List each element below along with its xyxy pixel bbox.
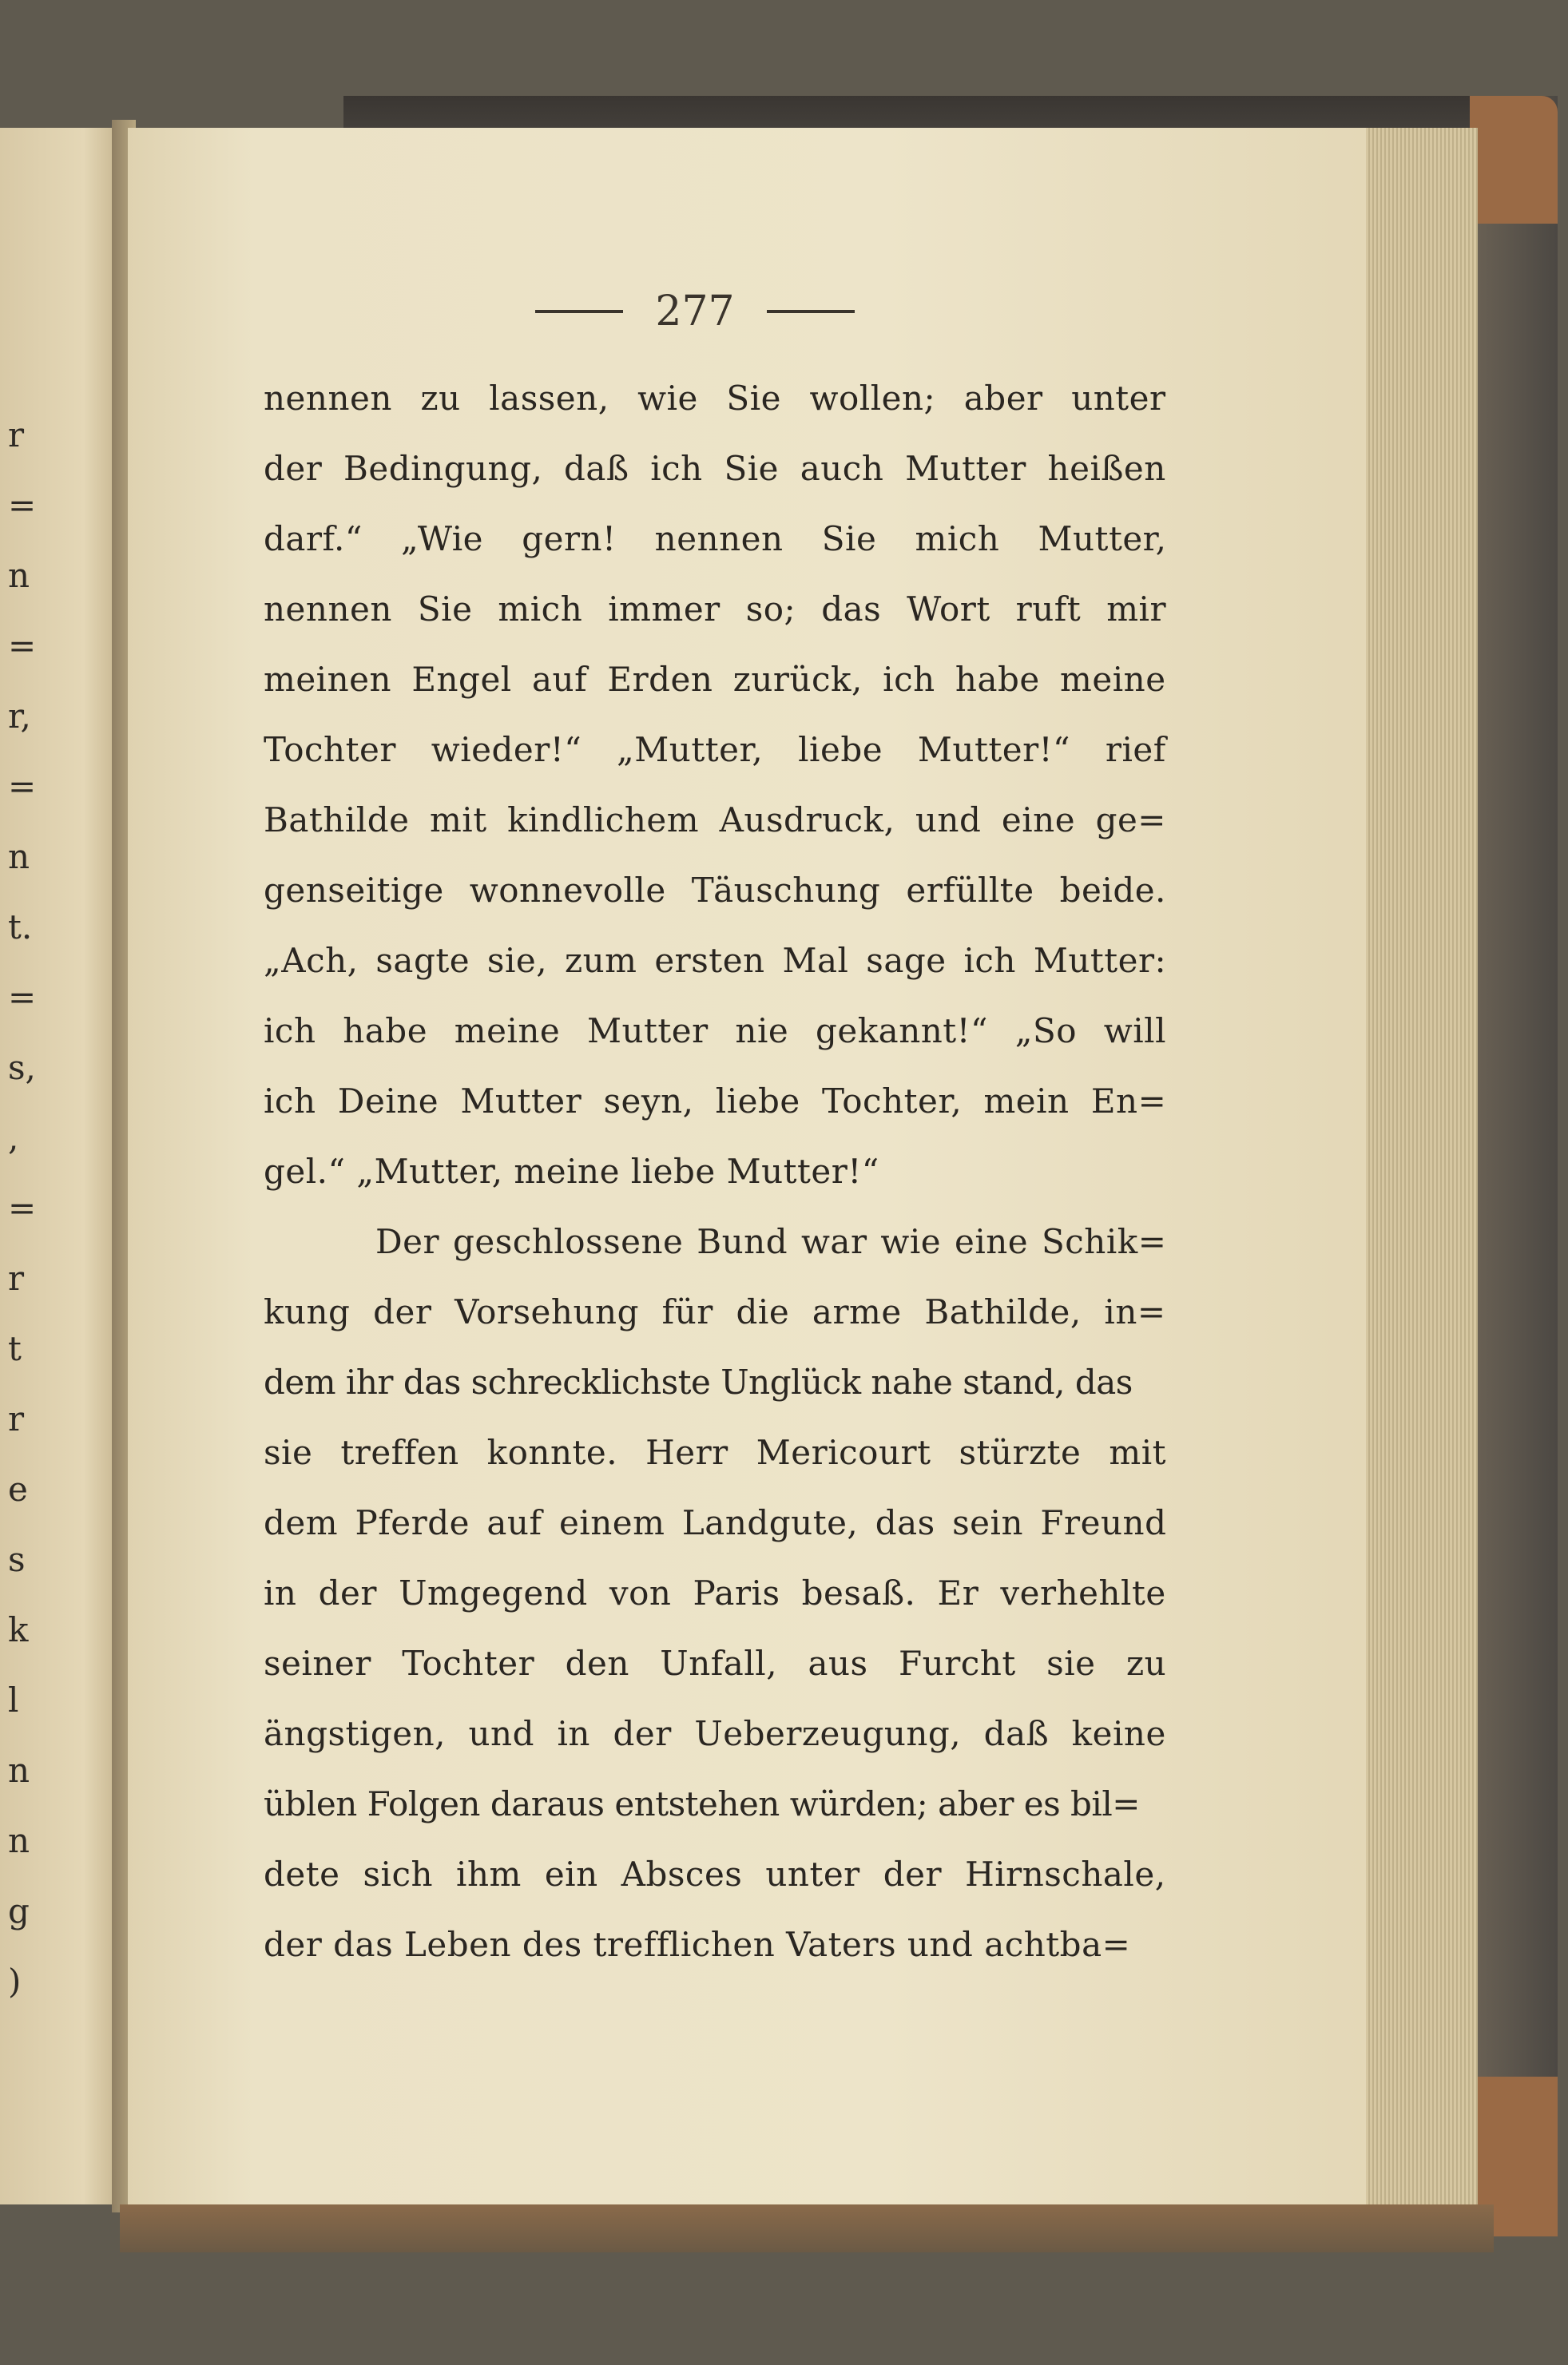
previous-page-fragment: = [8, 1188, 37, 1228]
page-text [264, 363, 1166, 1980]
text-line [264, 785, 1166, 855]
page-number: 277 [655, 288, 735, 335]
page-edges [1366, 128, 1478, 2212]
text-line-content: üblen Folgen daraus entstehen würden; aber es bil= [264, 1784, 1140, 1823]
text-line-content: der das Leben des trefflichen Vaters und achtba= [264, 1925, 1131, 1964]
text-line-content: ich Deine Mutter seyn, liebe Tochter, mein En= [264, 1081, 1167, 1121]
previous-page-fragment: t. [8, 907, 33, 946]
text-line-content: dem ihr das schrecklichste Unglück nahe stand, das [264, 1363, 1133, 1402]
previous-page-fragment: e [8, 1470, 28, 1509]
page-header [511, 284, 879, 339]
previous-page-fragment: n [8, 1821, 30, 1860]
text-line [264, 1769, 1166, 1839]
previous-page-fragment: r [8, 1399, 25, 1438]
text-line [264, 926, 1166, 996]
text-line [264, 434, 1166, 504]
previous-page-fragment: = [8, 486, 37, 525]
previous-page-fragment: n [8, 556, 30, 595]
text-line [264, 1699, 1166, 1769]
text-line-content: „Ach, sagte sie, zum ersten Mal sage ich Mutter: [264, 941, 1167, 980]
text-line-content: ich habe meine Mutter nie gekannt!“ „So will [264, 1011, 1167, 1050]
text-line [264, 1066, 1166, 1137]
previous-page-fragment: n [8, 837, 30, 876]
text-line-content: nennen Sie mich immer so; das Wort ruft mir [264, 589, 1167, 629]
book-bottom-edge [120, 2204, 1494, 2252]
text-line-content: Der geschlossene Bund war wie eine Schik= [375, 1222, 1167, 1261]
text-line [264, 996, 1166, 1066]
header-rule-right [767, 310, 855, 313]
text-line [264, 1137, 1166, 1207]
previous-page [0, 128, 120, 2204]
previous-page-fragment: s [8, 1540, 26, 1579]
text-line [264, 1558, 1166, 1629]
previous-page-fragment: r, [8, 696, 31, 736]
text-line [264, 715, 1166, 785]
text-line [264, 1910, 1166, 1980]
previous-page-fragment: ) [8, 1962, 22, 2001]
leather-corner-top [1470, 96, 1558, 224]
previous-page-fragment: l [8, 1680, 19, 1720]
text-line [264, 504, 1166, 574]
text-line [264, 574, 1166, 645]
previous-page-fragment: n [8, 1751, 30, 1790]
text-line [264, 1839, 1166, 1910]
text-line [264, 1629, 1166, 1699]
previous-page-fragment: r [8, 415, 25, 454]
previous-page-fragment: s, [8, 1048, 36, 1087]
text-line-content: ängstigen, und in der Ueberzeugung, daß keine [264, 1714, 1166, 1753]
text-line-content: kung der Vorsehung für die arme Bathilde, in= [264, 1292, 1166, 1331]
text-line [264, 1347, 1166, 1418]
text-line-content: dete sich ihm ein Absces unter der Hirnschale, [264, 1855, 1166, 1894]
text-line-content: in der Umgegend von Paris besaß. Er verhehlte [264, 1573, 1166, 1613]
text-line-content: genseitige wonnevolle Täuschung erfüllte beide. [264, 871, 1166, 910]
text-line [264, 1418, 1166, 1488]
text-line-content: sie treffen konnte. Herr Mericourt stürzte mit [264, 1433, 1167, 1472]
text-line [264, 645, 1166, 715]
text-line-content: darf.“ „Wie gern! nennen Sie mich Mutter, [264, 519, 1167, 558]
text-line-content: seiner Tochter den Unfall, aus Furcht sie zu [264, 1644, 1167, 1683]
text-line-content: Tochter wieder!“ „Mutter, liebe Mutter!“ rief [264, 730, 1166, 769]
book-cover-side [1470, 96, 1558, 2236]
text-line-content: dem Pferde auf einem Landgute, das sein Freund [264, 1503, 1167, 1542]
previous-page-fragment: g [8, 1891, 30, 1930]
text-line [264, 363, 1166, 434]
previous-page-fragment: k [8, 1610, 29, 1649]
text-line-content: nennen zu lassen, wie Sie wollen; aber unter [264, 379, 1166, 418]
previous-page-fragment: = [8, 767, 37, 806]
previous-page-fragment: = [8, 626, 37, 665]
header-rule-left [535, 310, 623, 313]
previous-page-fragment: r [8, 1259, 25, 1298]
text-line [264, 1277, 1166, 1347]
previous-page-fragment: , [8, 1118, 19, 1157]
previous-page-fragment: = [8, 978, 37, 1017]
text-line-content: gel.“ „Mutter, meine liebe Mutter!“ [264, 1152, 879, 1191]
text-line [264, 855, 1166, 926]
text-line-content: meinen Engel auf Erden zurück, ich habe meine [264, 660, 1166, 699]
text-line [264, 1207, 1166, 1277]
text-line-content: Bathilde mit kindlichem Ausdruck, und eine ge= [264, 800, 1166, 839]
text-line [264, 1488, 1166, 1558]
text-line-content: der Bedingung, daß ich Sie auch Mutter heißen [264, 449, 1166, 488]
previous-page-fragment: t [8, 1329, 22, 1368]
